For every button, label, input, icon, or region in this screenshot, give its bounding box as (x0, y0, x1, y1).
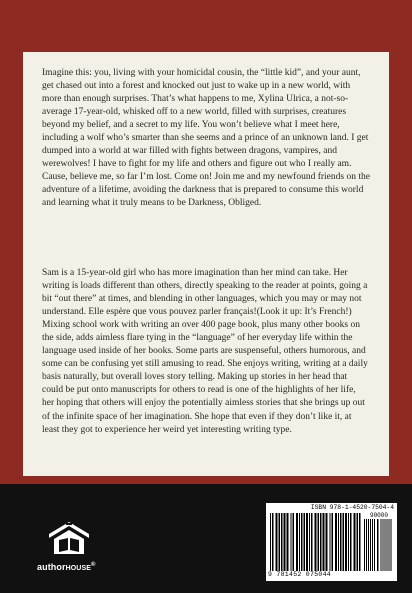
barcode-bar (338, 513, 339, 571)
barcode-bar (323, 513, 325, 571)
barcode-bar (311, 513, 313, 571)
barcode-bar (299, 513, 300, 571)
price-addon-digits: 90000 (369, 512, 388, 519)
barcode-bar (304, 513, 306, 571)
barcode-bar (364, 519, 365, 571)
barcode-bar (391, 519, 392, 571)
registered-mark: ® (91, 562, 96, 568)
barcode-bar (357, 513, 359, 571)
barcode-bar (270, 513, 271, 571)
barcode-bar (335, 513, 337, 571)
barcode-bar (272, 513, 274, 571)
barcode-bar (315, 513, 317, 571)
publisher-name-part1: author (37, 562, 66, 572)
barcode-bar (330, 513, 331, 571)
barcode-bar (368, 519, 369, 571)
publisher-logo (37, 520, 103, 580)
barcode-bar (281, 513, 283, 571)
barcode-bar (359, 513, 361, 571)
cover-footer (0, 484, 412, 593)
isbn-barcode (266, 503, 397, 581)
isbn-label: ISBN 978-1-4520-7504-4 (310, 504, 394, 511)
ean-digits: 9 781452 075044 (268, 571, 332, 578)
barcode-bar (318, 513, 320, 571)
barcode-bar (301, 513, 303, 571)
publisher-name-part2: HOUSE (65, 565, 92, 572)
barcode-bar (284, 513, 286, 571)
barcode-bar (374, 519, 375, 571)
barcode-bar (291, 513, 292, 571)
barcode-bar (296, 513, 298, 571)
barcode-bar (381, 519, 382, 571)
barcode-bar (372, 519, 373, 571)
barcode-bar (279, 513, 281, 571)
barcode-bar (293, 513, 295, 571)
barcode-bar (306, 513, 308, 571)
barcode-bar (287, 513, 289, 571)
addon-barcode-bars (364, 519, 394, 571)
barcode-bar (320, 513, 322, 571)
barcode-bar (276, 513, 278, 571)
barcode-bar (377, 519, 379, 571)
barcode-bar (389, 519, 390, 571)
barcode-bar (350, 513, 352, 571)
barcode-bar (387, 519, 388, 571)
author-bio-paragraph: Sam is a 15-year-old girl who has more imagination than her mind can take. Her writing is loads different than others, directly speaking to the reader at points, going a bit “out there” at times, and blending in other languages, which you may or may not understand. Elle espère que vous pouvez parler français!(Look it up: It’s French!) Mixing school work with writing an over 400 page book, plus many other books on the side, adds aimless flare tying in the “language” of her everyday life within the language used inside of her books. Some parts are suspenseful, others humorous, and some can be confusing yet still amusing to read. She enjoys writing, writing at a daily basis naturally, but overall loves story telling. Making up stories in her head that could be put onto manuscripts for others to read is one of the highlights of her life, her hoping that others will enjoy the potentially aimless stories that she brings up out of the infinite space of her imagination. She hope that even if they don’t like it, at least they got to experience her weird yet interesting writing type. (42, 268, 368, 435)
barcode-bar (345, 513, 347, 571)
barcode-bar (370, 519, 371, 571)
barcode-bar (348, 513, 349, 571)
publisher-wordmark (37, 562, 107, 572)
barcode-bar (343, 513, 345, 571)
barcode-bar (366, 519, 367, 571)
text-panel (23, 52, 389, 476)
ean-barcode-bars (270, 513, 362, 571)
barcode-bar (383, 519, 384, 571)
barcode-bar (332, 513, 334, 571)
authorhouse-logo-icon (45, 520, 93, 558)
synopsis-paragraph: Imagine this: you, living with your homicidal cousin, the “little kid”, and your aunt, get chased out into a forest and knocked out just to wake up in a new world, with more than enough surprises. That’s what happens to me, Xylina Ulrica, a not-so-average 17-year-old, whisked off to a new world, filled with surprises, creatures beyond my belief, and a secret to my life. You won’t believe what I meet here, including a wolf who’s smarter than she seems and a prince of an unknown land. I get dumped into a world at war filled with fights between dragons, vampires, and werewolves! I have to fight for my life and others and figure out who I really am. Cause, believe me, so far I’m lost. Come on! Join me and my newfound friends on the adventure of a lifetime, avoiding the darkness that is prepared to consume this world and learning what it truly means to be Darkness, Obliged. (42, 68, 370, 209)
barcode-bar (385, 519, 386, 571)
barcode-bar (326, 513, 328, 571)
barcode-bar (309, 513, 310, 571)
barcode-bar (340, 513, 342, 571)
barcode-bar (354, 513, 356, 571)
